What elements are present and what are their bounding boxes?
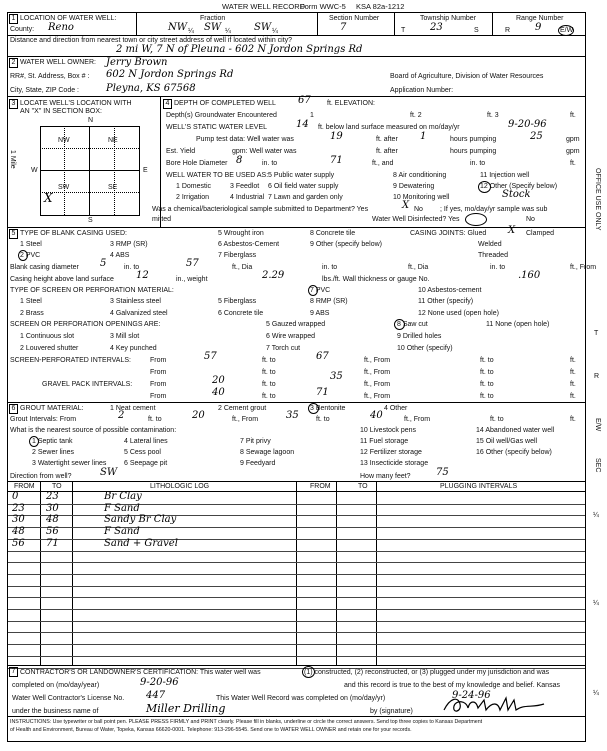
gp-ft-end: ft.: [570, 381, 576, 388]
screen-abs[interactable]: 9 ABS: [310, 310, 330, 317]
mitted-label: mitted: [152, 216, 172, 223]
grout-ft-end: ft.: [570, 416, 576, 423]
form-title: WATER WELL RECORD: [222, 2, 306, 11]
use-feedlot[interactable]: 3 Feedlot: [230, 183, 260, 190]
quarter-mark-1: ¼: [188, 28, 194, 35]
gp-to-value-2: 71: [316, 387, 329, 398]
chem-no: No: [414, 206, 423, 213]
hours-label: hours pumping: [450, 136, 497, 143]
township-t: T: [401, 27, 406, 34]
log-desc-cell: F Sand: [104, 526, 140, 538]
feet-value: 75: [436, 467, 449, 478]
sidebar-q3: ¼: [593, 690, 599, 697]
contam-cess[interactable]: 5 Cess pool: [124, 449, 161, 456]
log-from-cell: 48: [12, 526, 25, 538]
section-number-7: 7: [9, 667, 18, 677]
cert-line-1: CONTRACTOR'S OR LANDOWNER'S CERTIFICATION: This water well was: [20, 669, 261, 676]
log-to-cell: 30: [46, 502, 59, 514]
pump-ww-value: 19: [330, 131, 343, 142]
cert-line-3: Water Well Contractor's License No.: [12, 695, 125, 702]
spi-ft-from: ft., From: [364, 357, 391, 364]
use-monitoring[interactable]: 10 Monitoring well: [393, 194, 450, 201]
open-mill[interactable]: 3 Mill slot: [110, 333, 140, 340]
casing-in-to: in. to: [124, 264, 140, 271]
gpm-label: gpm: [566, 136, 580, 143]
s4-title: DEPTH OF COMPLETED WELL: [174, 100, 276, 107]
log-row-line: [8, 551, 585, 552]
grout-ft-to-3: ft. to: [490, 416, 504, 423]
screen-none[interactable]: 12 None used (open hole): [418, 310, 499, 317]
township-value: 23: [430, 22, 443, 33]
bore-ft: ft.: [570, 160, 576, 167]
contam-insecticide[interactable]: 13 Insecticide storage: [360, 460, 429, 467]
s1-title: LOCATION OF WATER WELL:: [20, 15, 117, 22]
spi-from-value: 57: [204, 351, 217, 362]
section-value: 7: [340, 22, 347, 33]
grout-interval-label: Grout Intervals: From: [10, 416, 77, 423]
grout-ft-from: ft., From: [232, 416, 259, 423]
compass-n: N: [88, 117, 94, 124]
use-dewatering[interactable]: 9 Dewatering: [393, 183, 435, 190]
log-from-cell: 0: [12, 491, 19, 502]
city-label: City, State, ZIP Code :: [10, 87, 79, 94]
screen-rmp[interactable]: 8 RMP (SR): [310, 298, 348, 305]
grout-ft-from-2: ft., From: [404, 416, 431, 423]
county-label: County:: [10, 26, 35, 33]
log-row-line: [8, 586, 585, 587]
hours-label-2: hours pumping: [450, 148, 497, 155]
use-other-circle: [478, 181, 491, 193]
spi-label: SCREEN-PERFORATED INTERVALS:: [10, 357, 131, 364]
use-industrial[interactable]: 4 Industrial: [230, 194, 265, 201]
open-drilled[interactable]: 9 Drilled holes: [397, 333, 442, 340]
cert-line-1b: (1) constructed, (2) reconstructed, or (3) plugged under my jurisdiction and was: [304, 669, 550, 676]
cert-license: 447: [146, 690, 166, 701]
log-desc-cell: Sand + Gravel: [104, 537, 178, 549]
use-other-value: Stock: [502, 189, 531, 200]
section-number-6: 6: [9, 404, 18, 414]
openings-title: SCREEN OR PERFORATION OPENINGS ARE:: [10, 321, 161, 328]
quad-se: SE: [108, 184, 118, 191]
open-louvered[interactable]: 2 Louvered shutter: [20, 345, 79, 352]
screen-stainless[interactable]: 3 Stainless steel: [110, 298, 161, 305]
section-label: Section Number: [329, 15, 380, 22]
after-label: ft. after: [376, 136, 398, 143]
range-ew: E/W: [560, 27, 574, 34]
range-r: R: [505, 27, 511, 34]
plug-header: PLUGGING INTERVALS: [440, 483, 518, 490]
pump-hours-value: 1: [420, 131, 427, 142]
casing-fiberglass[interactable]: 7 Fiberglass: [218, 252, 257, 259]
contam-feedyard[interactable]: 9 Feedyard: [240, 460, 276, 467]
log-to-cell: 71: [46, 537, 59, 549]
log-from-cell: 30: [12, 514, 25, 526]
open-other[interactable]: 10 Other (specify): [397, 345, 453, 352]
feet-label: How many feet?: [360, 473, 411, 480]
sidebar-q1: ¼: [593, 512, 599, 519]
contam-other[interactable]: 16 Other (specify below): [476, 449, 552, 456]
plug-to-header: TO: [358, 483, 368, 490]
board-label: Board of Agriculture, Division of Water Resources: [390, 73, 544, 80]
sidebar-t: T: [594, 330, 599, 337]
log-row-line: [8, 632, 585, 633]
gp-ft-from-2: ft., From: [364, 393, 391, 400]
chem-x-mark: X: [402, 200, 410, 211]
cert-completed-date: 9-20-96: [140, 677, 179, 688]
gp-ft-from: ft., From: [364, 381, 391, 388]
sidebar-sec: SEC: [594, 458, 601, 473]
spi-ft-to: ft. to: [480, 357, 494, 364]
casing-abs[interactable]: 4 ABS: [110, 252, 130, 259]
s5-title: TYPE OF BLANK CASING USED:: [20, 230, 127, 237]
use-injection[interactable]: 11 Injection well: [480, 172, 530, 179]
bore-value: 8: [236, 155, 243, 166]
office-use-label: OFFICE USE ONLY: [594, 168, 601, 231]
spi-to-value: 67: [316, 351, 329, 362]
gp-from-label: From: [150, 381, 167, 388]
gp-from-value-2: 40: [212, 387, 225, 398]
casing-weight-value: 2.29: [262, 270, 285, 281]
open-gauzed[interactable]: 5 Gauzed wrapped: [266, 321, 326, 328]
static-level-label: WELL'S STATIC WATER LEVEL: [166, 124, 268, 131]
joints-clamped: Clamped: [526, 230, 555, 237]
casing-weight-label: in., weight: [176, 276, 208, 283]
contam-septic-circle: [29, 436, 39, 447]
cert-by-signature: by (signature): [370, 708, 413, 715]
casing-height-value: 12: [136, 270, 149, 281]
distance-value: 2 mi W, 7 N of Pleuna - 602 N Jordon Springs Rd: [116, 44, 363, 55]
gpm-label-2: gpm: [566, 148, 580, 155]
fraction-label: Fraction: [200, 15, 226, 22]
instructions-1: INSTRUCTIONS: Use typewriter or ball point pen. PLEASE PRESS FIRMLY and PRINT clearly. Please fill in blanks, underline or circle the correct answers. Send top three copies to Kansas Department: [10, 719, 483, 725]
casing-pvc-circle: [18, 250, 28, 261]
quarter-mark-3: ¼: [272, 28, 278, 35]
cert-line-2: completed on (mo/day/year): [12, 682, 100, 689]
section-number-2: 2: [9, 58, 18, 68]
spi-ft-from-2: ft., From: [364, 369, 391, 376]
spi-ft-to-2: ft. to: [480, 369, 494, 376]
casing-asbestos[interactable]: 6 Asbestos-Cement: [218, 241, 280, 248]
s3-title-2: AN "X" IN SECTION BOX:: [20, 108, 102, 115]
spi-from-label-2: From: [150, 369, 167, 376]
after-label-2: ft. after: [376, 148, 398, 155]
grout-bentonite[interactable]: 3 Bentonite: [310, 405, 346, 412]
gp-label: GRAVEL PACK INTERVALS:: [42, 381, 133, 388]
compass-e: E: [143, 167, 148, 174]
pump-gpm-value: 25: [530, 131, 543, 142]
spi-ft-end-2: ft.: [570, 369, 576, 376]
gp-to-value: 35: [330, 371, 343, 382]
gp-ft-to: ft. to: [480, 381, 494, 388]
spi-from-label: From: [150, 357, 167, 364]
open-continuous[interactable]: 1 Continuous slot: [20, 333, 75, 340]
use-ac[interactable]: 8 Air conditioning: [393, 172, 447, 179]
direction-label: Direction from well?: [10, 473, 72, 480]
casing-other[interactable]: 9 Other (specify below): [310, 241, 382, 248]
contam-fertilizer[interactable]: 12 Fertilizer storage: [360, 449, 422, 456]
contam-lateral[interactable]: 4 Lateral lines: [124, 438, 168, 445]
screen-brass[interactable]: 2 Brass: [20, 310, 44, 317]
joints-label: CASING JOINTS: Glued: [410, 230, 487, 237]
log-row-line: [8, 504, 585, 505]
use-public[interactable]: 5 Public water supply: [268, 172, 335, 179]
cert-line-4: under the business name of: [12, 708, 99, 715]
log-litho-header: LITHOLOGIC LOG: [150, 483, 210, 490]
open-torch[interactable]: 7 Torch cut: [266, 345, 301, 352]
spi-ft-end: ft.: [570, 357, 576, 364]
address-label: RR#, St. Address, Box # :: [10, 73, 90, 80]
gw-3: ft. 3: [487, 112, 499, 119]
static-level-value: 14: [296, 119, 309, 130]
contam-livestock[interactable]: 10 Livestock pens: [360, 427, 417, 434]
appno-label: Application Number:: [390, 87, 454, 94]
glued-x-mark: X: [508, 225, 516, 236]
casing-height-label: Casing height above land surface: [10, 276, 114, 283]
s3-title: LOCATE WELL'S LOCATION WITH: [20, 100, 132, 107]
use-other[interactable]: 12 Other (Specify below): [480, 183, 558, 190]
joints-threaded: Threaded: [478, 252, 508, 259]
bore-label: Bore Hole Diameter: [166, 160, 228, 167]
grout-bentonite-circle: [308, 403, 319, 414]
casing-ft: ft., From: [570, 264, 597, 271]
grout-from-value-2: 35: [286, 410, 299, 421]
chem-rest: ; If yes, mo/day/yr sample was sub: [440, 206, 548, 213]
contam-privy[interactable]: 7 Pit privy: [240, 438, 271, 445]
contam-oilgas[interactable]: 15 Oil well/Gas well: [476, 438, 538, 445]
log-desc-cell: Br Clay: [104, 491, 142, 502]
distance-label: Distance and direction from nearest town or city street address of well if located within city?: [10, 37, 293, 44]
elevation-label: ft. ELEVATION:: [327, 100, 375, 107]
log-row-line: [8, 562, 585, 563]
casing-diam-value: 5: [100, 258, 107, 269]
use-lawn[interactable]: 7 Lawn and garden only: [268, 194, 343, 201]
signature: [440, 694, 550, 716]
screen-pvc-circle: [308, 285, 318, 296]
log-to-cell: 48: [46, 514, 59, 526]
section-number-4: 4: [163, 99, 172, 109]
sidebar-r: R: [594, 373, 600, 380]
sidebar-q2: ¼: [593, 600, 599, 607]
disinfect-yes-circle: [465, 213, 487, 226]
casing-steel[interactable]: 1 Steel: [20, 241, 42, 248]
contam-lagoon[interactable]: 8 Sewage lagoon: [240, 449, 295, 456]
compass-s: S: [88, 217, 93, 224]
contam-watertight[interactable]: 3 Watertight sewer lines: [32, 460, 107, 467]
mile-label: 1 Mile: [9, 150, 16, 169]
instructions-2: of Health and Environment, Bureau of Water, Topeka, Kansas 66620-0001. Telephone: 913-296-5545. Send one to WATER WELL OWNER and retain one for your records.: [10, 727, 412, 733]
grout-cement[interactable]: 2 Cement grout: [218, 405, 267, 412]
city-value: Pleyna, KS 67568: [106, 83, 196, 94]
use-irrigation[interactable]: 2 Irrigation: [176, 194, 210, 201]
casing-concrete[interactable]: 8 Concrete tile: [310, 230, 356, 237]
gw-ft: ft.: [570, 112, 576, 119]
static-date: 9-20-96: [508, 119, 547, 130]
fraction-1: NW: [168, 22, 188, 33]
log-desc-cell: Sandy Br Clay: [104, 514, 177, 526]
section-number-3: 3: [9, 99, 18, 109]
cert-record-date: 9-24-96: [452, 690, 491, 701]
casing-diam-label: Blank casing diameter: [10, 264, 79, 271]
open-wire[interactable]: 6 Wire wrapped: [266, 333, 316, 340]
open-none[interactable]: 11 None (open hole): [486, 321, 550, 328]
range-value: 9: [535, 22, 542, 33]
chem-label: Was a chemical/bacteriological sample submitted to Department? Yes: [152, 206, 369, 213]
log-to-header: TO: [52, 483, 62, 490]
static-level-rest: ft. below land surface measured on mo/day/yr: [318, 124, 460, 131]
contam-septic[interactable]: 1 Septic tank: [32, 438, 73, 445]
contam-fuel[interactable]: 11 Fuel storage: [360, 438, 409, 445]
bore-to-value: 71: [330, 155, 343, 166]
range-label: Range Number: [516, 15, 564, 22]
casing-wrought[interactable]: 5 Wrought iron: [218, 230, 264, 237]
open-saw[interactable]: 8 Saw cut: [397, 321, 428, 328]
grout-from-value: 2: [118, 410, 125, 421]
screen-galvanized[interactable]: 4 Galvanized steel: [110, 310, 168, 317]
fraction-2: SW: [204, 22, 222, 33]
log-from-cell: 23: [12, 502, 25, 514]
spi-to-label: ft. to: [262, 357, 276, 364]
log-row-line: [8, 539, 585, 540]
casing-in-to-2: in. to: [322, 264, 338, 271]
contam-seepage[interactable]: 6 Seepage pit: [124, 460, 168, 467]
log-to-cell: 56: [46, 526, 59, 538]
casing-ft-dia: ft., Dia: [232, 264, 253, 271]
screen-steel[interactable]: 1 Steel: [20, 298, 42, 305]
casing-diam-to: 57: [186, 258, 199, 269]
gp-ft-end-2: ft.: [570, 393, 576, 400]
disinfect-no: No: [526, 216, 535, 223]
open-key[interactable]: 4 Key punched: [110, 345, 157, 352]
township-s: S: [474, 27, 479, 34]
contam-label: What is the nearest source of possible contamination:: [10, 427, 177, 434]
plug-from-header: FROM: [310, 483, 331, 490]
quad-sw: SW: [58, 184, 70, 191]
spi-to-label-2: ft. to: [262, 369, 276, 376]
use-oil[interactable]: 6 Oil field water supply: [268, 183, 339, 190]
screen-asbestos[interactable]: 10 Asbestos-cement: [418, 287, 482, 294]
gw-2: ft. 2: [410, 112, 422, 119]
pump-test-label: Pump test data: Well water was: [196, 136, 294, 143]
log-row-line: [8, 644, 585, 645]
cert-business: Miller Drilling: [146, 702, 226, 715]
log-desc-cell: F Sand: [104, 502, 140, 514]
contam-sewer[interactable]: 2 Sewer lines: [32, 449, 75, 456]
s6-title: GROUT MATERIAL:: [20, 405, 84, 412]
screen-other[interactable]: 11 Other (specify): [418, 298, 474, 305]
casing-in-to-3: in. to: [490, 264, 506, 271]
county-value: Reno: [48, 22, 74, 33]
casing-gauge-value: .160: [518, 270, 541, 281]
log-row-line: [8, 574, 585, 575]
bore-ft-and: ft., and: [372, 160, 394, 167]
bore-in-to-2: in. to: [470, 160, 486, 167]
disinfect-label: Water Well Disinfected? Yes: [372, 216, 460, 223]
screen-concrete[interactable]: 6 Concrete tile: [218, 310, 264, 317]
log-row-line: [8, 527, 585, 528]
casing-rmp[interactable]: 3 RMP (SR): [110, 241, 148, 248]
log-row-line: [8, 656, 585, 657]
bore-in-to: in. to: [262, 160, 278, 167]
fraction-3: SW: [254, 22, 272, 33]
address-value: 602 N Jordon Springs Rd: [106, 69, 234, 80]
log-row-line: [8, 597, 585, 598]
ksa-number: KSA 82a-1212: [356, 2, 405, 11]
grout-ft-to-2: ft. to: [316, 416, 330, 423]
section-number-5: 5: [9, 229, 18, 239]
log-from-cell: 56: [12, 537, 25, 549]
log-row-line: [8, 609, 585, 610]
direction-value: SW: [100, 467, 118, 478]
compass-w: W: [31, 167, 38, 174]
joints-welded: Welded: [478, 241, 502, 248]
use-domestic[interactable]: 1 Domestic: [176, 183, 212, 190]
quad-ne: NE: [108, 137, 118, 144]
quarter-mark-2: ¼: [225, 28, 231, 35]
casing-lbs-label: lbs./ft. Wall thickness or gauge No.: [322, 276, 430, 283]
quad-nw: NW: [58, 137, 70, 144]
depth-value: 67: [298, 95, 311, 106]
section-number-1: 1: [9, 14, 18, 24]
log-to-cell: 23: [46, 491, 59, 502]
sidebar-ew: E/W: [594, 418, 601, 432]
screen-fiberglass[interactable]: 5 Fiberglass: [218, 298, 257, 305]
gp-to-label: ft. to: [262, 381, 276, 388]
grout-ft-to: ft. to: [148, 416, 162, 423]
log-row-line: [8, 621, 585, 622]
grout-other[interactable]: 4 Other: [384, 405, 408, 412]
grout-to-value-2: 40: [370, 410, 383, 421]
open-saw-circle: [394, 319, 405, 330]
cert-line-3b: This Water Well Record was completed on (mo/day/yr): [216, 695, 386, 702]
casing-ft-dia-2: ft., Dia: [408, 264, 429, 271]
yield-label: Est. Yield: [166, 148, 196, 155]
gw-1: 1: [310, 112, 314, 119]
s2-title: WATER WELL OWNER:: [20, 59, 96, 66]
grout-to-value: 20: [192, 410, 205, 421]
yield-rest: gpm: Well water was: [232, 148, 297, 155]
screen-title: TYPE OF SCREEN OR PERFORATION MATERIAL:: [10, 287, 174, 294]
log-row-line: [8, 515, 585, 516]
log-from-header: FROM: [14, 483, 35, 490]
gp-from-value: 20: [212, 375, 225, 386]
contam-abandoned[interactable]: 14 Abandoned water well: [476, 427, 555, 434]
grout-neat[interactable]: 1 Neat cement: [110, 405, 156, 412]
location-x-mark: X: [44, 191, 53, 205]
screen-pvc[interactable]: 7 PVC: [310, 287, 331, 294]
gp-to-label-2: ft. to: [262, 393, 276, 400]
form-number: Form WWC-5: [300, 2, 346, 11]
gp-ft-to-2: ft. to: [480, 393, 494, 400]
section-box[interactable]: [40, 126, 140, 216]
use-label: WELL WATER TO BE USED AS:: [166, 172, 269, 179]
cert-line-2b: and this record is true to the best of my knowledge and belief. Kansas: [344, 682, 560, 689]
township-label: Township Number: [420, 15, 477, 22]
casing-pvc[interactable]: 2 PVC: [20, 252, 41, 259]
groundwater-label: Depth(s) Groundwater Encountered: [166, 112, 277, 119]
owner-value: Jerry Brown: [106, 57, 168, 68]
gp-from-label-2: From: [150, 393, 167, 400]
